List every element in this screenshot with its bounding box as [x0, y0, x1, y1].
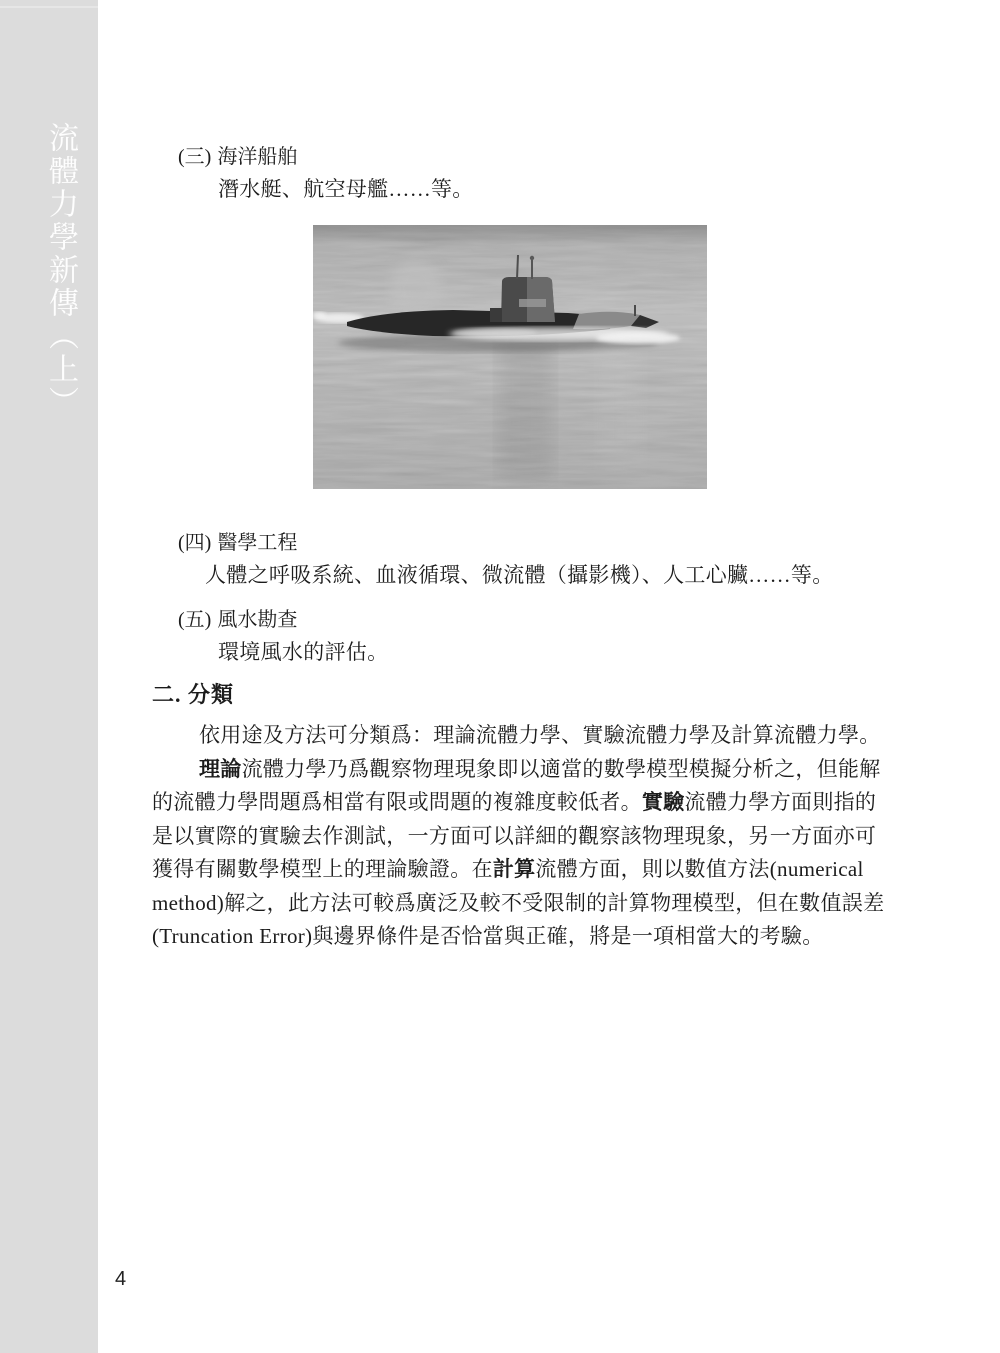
section-item-5 [178, 603, 297, 632]
submarine-photo [313, 225, 707, 489]
paragraph-line [152, 786, 912, 820]
paragraph-line [152, 853, 912, 887]
bold-term: 理論 [199, 756, 242, 781]
paragraph-text: 流體力學方面則指的 [684, 790, 877, 814]
paragraph-text: 是以實際的實驗去作測試，一方面可以詳細的觀察該物理現象，另一方面亦可 [152, 823, 877, 848]
section-item-label: (五) [178, 609, 212, 631]
section-item-4-detail: 人體之呼吸系統、血液循環、微流體（攝影機）、人工心臟……等。 [205, 563, 834, 587]
paragraph-text: 依用途及方法可分類爲：理論流體力學、實驗流體力學及計算流體力學。 [199, 723, 881, 747]
paragraph-text: 流體方面，則以數值方法(numerical [535, 857, 864, 881]
paragraph-line [152, 920, 912, 954]
section-item-title: 海洋船舶 [217, 146, 298, 168]
bold-term: 實驗 [641, 790, 685, 814]
section-item-5-detail: 環境風水的評估。 [218, 640, 389, 664]
bold-term: 計算 [492, 857, 536, 881]
paragraph-line [152, 753, 912, 787]
book-spine [0, 0, 98, 1353]
section-item-label: (三) [178, 146, 212, 168]
paragraph-text: method)解之，此方法可較爲廣泛及較不受限制的計算物理模型，但在數值誤差 [152, 890, 885, 915]
paragraph-text: 流體力學乃爲觀察物理現象即以適當的數學模型模擬分析之，但能解 [241, 756, 881, 781]
classification-paragraph [152, 719, 912, 954]
book-spine-title: 流體力學新傳（上） [44, 122, 77, 419]
classification-heading: 二. 分類 [152, 682, 235, 707]
page-number: 4 [115, 1268, 127, 1290]
section-item-label: (四) [178, 532, 212, 554]
section-item-3-detail: 潛水艇、航空母艦……等。 [218, 177, 474, 201]
submarine-photo-canvas [313, 225, 707, 489]
paragraph-line [152, 719, 912, 753]
paragraph-text: 獲得有關數學模型上的理論驗證。在 [152, 857, 493, 881]
section-item-title: 醫學工程 [217, 532, 298, 554]
section-item-3 [178, 140, 297, 169]
section-item-4 [178, 526, 297, 555]
paragraph-line [152, 820, 912, 854]
section-item-title: 風水勘查 [217, 609, 298, 631]
paragraph-text: 的流體力學問題爲相當有限或問題的複雜度較低者。 [152, 790, 642, 814]
paragraph-line [152, 887, 912, 921]
paragraph-text: (Truncation Error)與邊界條件是否恰當與正確，將是一項相當大的考驗。 [152, 924, 824, 948]
